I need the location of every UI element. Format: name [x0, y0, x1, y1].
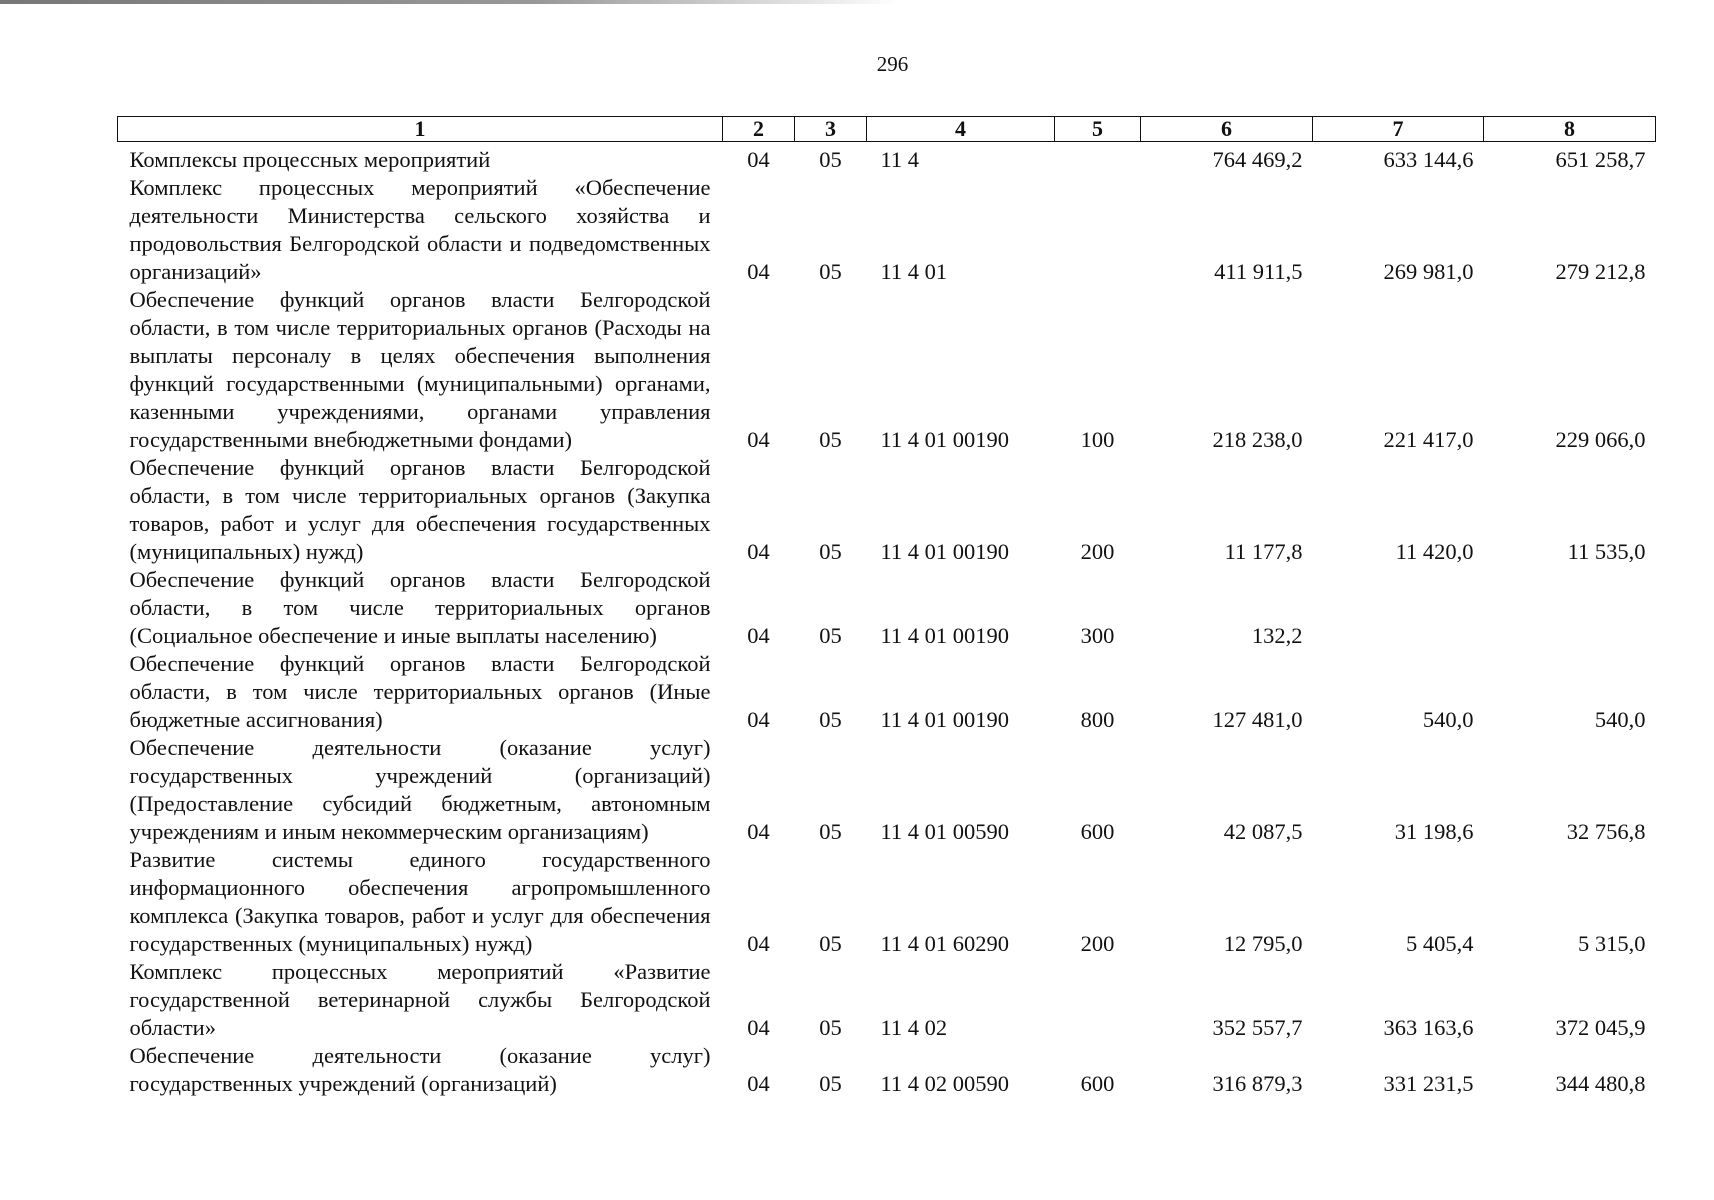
cell-amount-year-3: 32 756,8	[1566, 819, 1646, 844]
cell-expense-type	[1055, 958, 1141, 1042]
cell-target-article: 11 4 01 00190	[880, 427, 1010, 452]
column-header-8: 8	[1484, 117, 1656, 142]
column-header-2: 2	[723, 117, 795, 142]
table-row	[118, 1042, 1656, 1098]
cell-amount-year-1: 127 481,0	[1212, 707, 1303, 732]
cell-amount-year-3: 344 480,8	[1555, 1071, 1646, 1096]
table-row	[118, 846, 1656, 958]
cell-section: 04	[747, 259, 770, 284]
cell-target-article: 11 4 01 00190	[880, 539, 1010, 564]
cell-amount-year-2: 540,0	[1422, 707, 1474, 732]
row-description: Обеспечение функций органов власти Белгородской области, в том числе территориальных органов (Социальное обеспечение и иные выплаты населению)	[129, 567, 711, 648]
cell-amount-year-1: 12 795,0	[1223, 931, 1303, 956]
cell-section: 04	[747, 1015, 770, 1040]
cell-amount-year-1: 764 469,2	[1212, 147, 1303, 172]
cell-amount-year-2: 5 405,4	[1406, 931, 1474, 956]
page-number: 296	[876, 52, 909, 76]
table-row	[118, 286, 1656, 454]
cell-target-article: 11 4 01 60290	[880, 931, 1010, 956]
cell-expense-type: 800	[1080, 707, 1115, 732]
cell-amount-year-1: 42 087,5	[1223, 819, 1303, 844]
table-row	[118, 142, 1656, 175]
column-header-6: 6	[1141, 117, 1313, 142]
header-row	[118, 117, 1656, 142]
column-header-7: 7	[1313, 117, 1484, 142]
cell-subsection: 05	[819, 539, 842, 564]
cell-expense-type: 600	[1080, 819, 1115, 844]
cell-target-article: 11 4 02 00590	[880, 1071, 1010, 1096]
cell-subsection: 05	[819, 819, 842, 844]
cell-amount-year-2	[1313, 566, 1484, 650]
cell-expense-type: 300	[1080, 623, 1115, 648]
table-row	[118, 454, 1656, 566]
cell-section: 04	[747, 427, 770, 452]
cell-amount-year-3: 11 535,0	[1567, 539, 1646, 564]
column-header-5: 5	[1055, 117, 1141, 142]
row-description: Комплекс процессных мероприятий «Обеспечение деятельности Министерства сельского хозяйства и продовольствия Белгородской области и подведомственных организаций»	[129, 175, 711, 284]
cell-amount-year-2: 221 417,0	[1383, 427, 1474, 452]
cell-amount-year-3: 372 045,9	[1555, 1015, 1646, 1040]
cell-target-article: 11 4 01	[880, 259, 948, 284]
cell-amount-year-1: 218 238,0	[1212, 427, 1303, 452]
cell-expense-type: 600	[1080, 1071, 1115, 1096]
cell-amount-year-3: 540,0	[1594, 707, 1646, 732]
cell-subsection: 05	[819, 1015, 842, 1040]
row-description: Обеспечение деятельности (оказание услуг) государственных учреждений (организаций)	[129, 1043, 711, 1096]
cell-target-article: 11 4 01 00590	[880, 819, 1010, 844]
column-header-1: 1	[118, 117, 723, 142]
cell-amount-year-2: 363 163,6	[1383, 1015, 1474, 1040]
scan-edge	[0, 0, 900, 4]
cell-target-article: 11 4 01 00190	[880, 707, 1010, 732]
table-row	[118, 650, 1656, 734]
budget-table	[117, 116, 1656, 1098]
cell-expense-type: 200	[1080, 931, 1115, 956]
table-row	[118, 566, 1656, 650]
cell-amount-year-3: 229 066,0	[1555, 427, 1646, 452]
row-description: Развитие системы единого государственного информационного обеспечения агропромышленного комплекса (Закупка товаров, работ и услуг для обеспечения государственных (муниципальных) нужд)	[129, 847, 711, 956]
row-description: Обеспечение функций органов власти Белгородской области, в том числе территориальных органов (Расходы на выплаты персоналу в целях обеспечения выполнения функций государственными (муниципальными) органами, казенными учреждениями, органами управления государственными внебюджетными фондами)	[129, 287, 711, 452]
cell-amount-year-1: 132,2	[1251, 623, 1303, 648]
cell-amount-year-1: 411 911,5	[1214, 259, 1303, 284]
cell-amount-year-1: 316 879,3	[1212, 1071, 1303, 1096]
column-header-3: 3	[795, 117, 867, 142]
table-row	[118, 958, 1656, 1042]
row-description: Комплексы процессных мероприятий	[129, 147, 491, 172]
cell-expense-type: 100	[1080, 427, 1115, 452]
table-row	[118, 734, 1656, 846]
row-description: Обеспечение функций органов власти Белгородской области, в том числе территориальных органов (Закупка товаров, работ и услуг для обеспечения государственных (муниципальных) нужд)	[129, 455, 711, 564]
cell-amount-year-1: 352 557,7	[1212, 1015, 1303, 1040]
cell-amount-year-2: 31 198,6	[1394, 819, 1474, 844]
cell-amount-year-2: 331 231,5	[1383, 1071, 1474, 1096]
cell-expense-type	[1055, 174, 1141, 286]
cell-subsection: 05	[819, 147, 842, 172]
row-description: Комплекс процессных мероприятий «Развитие государственной ветеринарной службы Белгородской области»	[129, 959, 711, 1040]
cell-target-article: 11 4 02	[880, 1015, 948, 1040]
cell-target-article: 11 4 01 00190	[880, 623, 1010, 648]
cell-amount-year-3: 5 315,0	[1578, 931, 1646, 956]
cell-expense-type	[1055, 142, 1141, 175]
cell-subsection: 05	[819, 427, 842, 452]
cell-amount-year-3: 279 212,8	[1555, 259, 1646, 284]
column-header-4: 4	[867, 117, 1055, 142]
cell-subsection: 05	[819, 1071, 842, 1096]
cell-subsection: 05	[819, 623, 842, 648]
cell-subsection: 05	[819, 707, 842, 732]
cell-subsection: 05	[819, 931, 842, 956]
cell-section: 04	[747, 539, 770, 564]
cell-section: 04	[747, 1071, 770, 1096]
row-description: Обеспечение функций органов власти Белгородской области, в том числе территориальных органов (Иные бюджетные ассигнования)	[129, 651, 711, 732]
cell-section: 04	[747, 819, 770, 844]
cell-amount-year-3	[1484, 566, 1656, 650]
cell-subsection: 05	[819, 259, 842, 284]
table-body	[118, 142, 1656, 1099]
row-description: Обеспечение деятельности (оказание услуг) государственных учреждений (организаций) (Предоставление субсидий бюджетным, автономным учреждениям и иным некоммерческим организациям)	[129, 735, 711, 844]
cell-amount-year-3: 651 258,7	[1555, 147, 1646, 172]
cell-amount-year-2: 269 981,0	[1383, 259, 1474, 284]
cell-section: 04	[747, 931, 770, 956]
cell-section: 04	[747, 147, 770, 172]
cell-section: 04	[747, 707, 770, 732]
cell-amount-year-1: 11 177,8	[1224, 539, 1303, 564]
table-row	[118, 174, 1656, 286]
cell-expense-type: 200	[1080, 539, 1115, 564]
cell-amount-year-2: 11 420,0	[1395, 539, 1474, 564]
cell-amount-year-2: 633 144,6	[1383, 147, 1474, 172]
cell-target-article: 11 4	[880, 147, 920, 172]
cell-section: 04	[747, 623, 770, 648]
